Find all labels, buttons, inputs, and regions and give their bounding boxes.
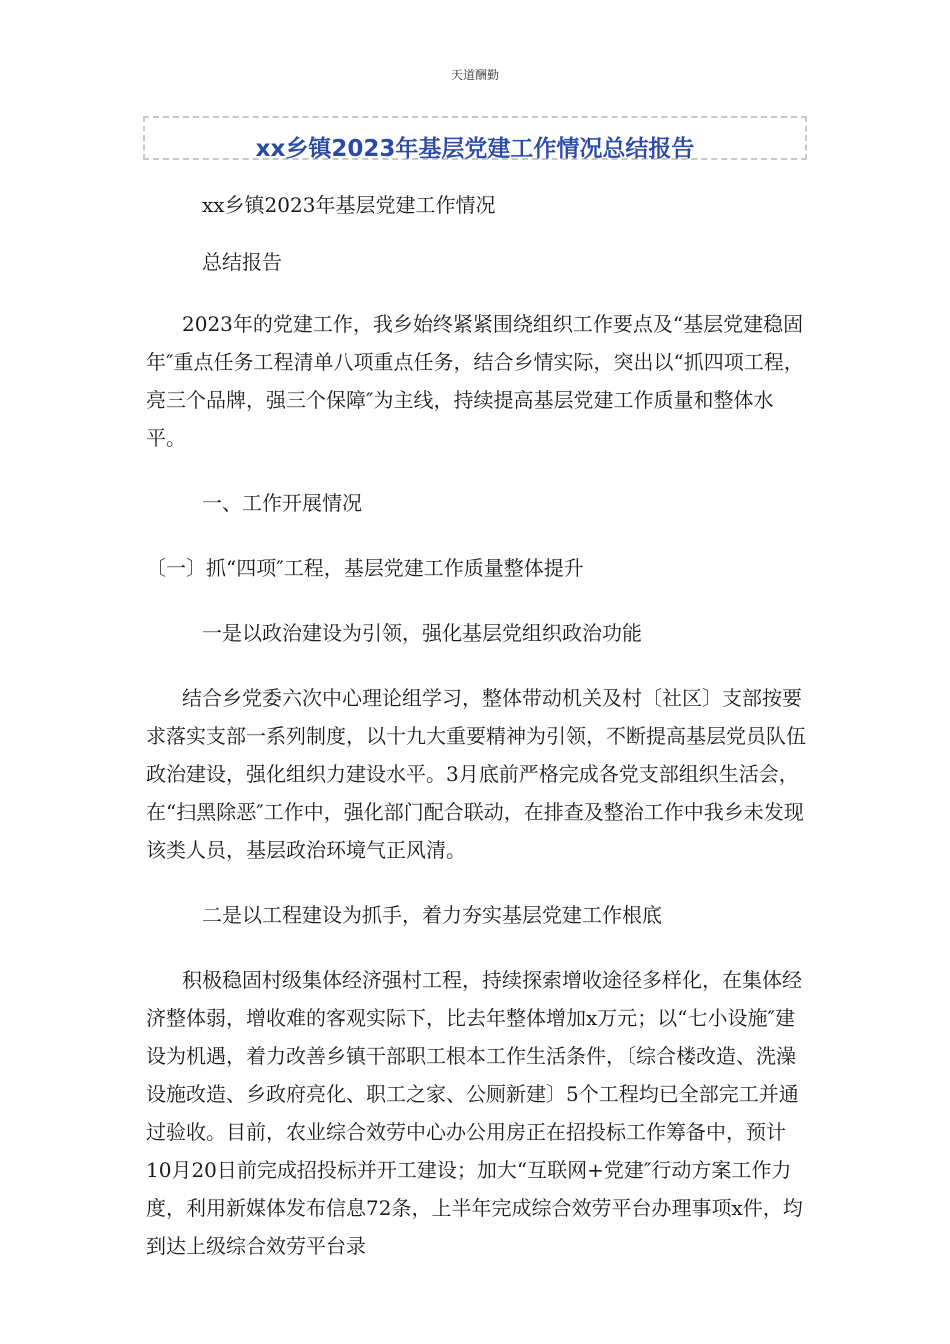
point-heading-2: 二是以工程建设为抓手，着力夯实基层党建工作根底 [202, 903, 662, 927]
header-watermark-text: 天道酬勤 [450, 68, 499, 82]
section-heading-1: 一、工作开展情况 [202, 491, 362, 515]
intro-paragraph: 2023年的党建工作，我乡始终紧紧围绕组织工作要点及“基层党建稳固年″重点任务工程清单八项重点任务，结合乡情实际，突出以“抓四项工程，亮三个品牌，强三个保障″为主线，持续提高基层党建工作质量和整体水平。 [146, 312, 804, 450]
subtitle-line-2: 总结报告 [202, 250, 282, 274]
document-body [146, 186, 806, 1292]
section-heading-1-1: 〔一〕抓“四项″工程，基层党建工作质量整体提升 [146, 556, 584, 580]
page-title: xx乡镇2023年基层党建工作情况总结报告 [255, 136, 695, 162]
subtitle-line-1: xx乡镇2023年基层党建工作情况 [202, 193, 496, 217]
point-2-paragraph: 积极稳固村级集体经济强村工程，持续探索增收途径多样化，在集体经济整体弱，增收难的客观实际下，比去年整体增加x万元；以“七小设施″建设为机遇，着力改善乡镇干部职工根本工作生活条件，〔综合楼改造、洗澡设施改造、乡政府亮化、职工之家、公厕新建〕5个工程均已全部完工并通过验收。目前，农业综合效劳中心办公用房正在招投标工作筹备中，预计10月20日前完成招投标并开工建设；加大“互联网+党建″行动方案工作力度，利用新媒体发布信息72条，上半年完成综合效劳平台办理事项x件，均到达上级综合效劳平台录 [146, 968, 803, 1258]
point-1-paragraph: 结合乡党委六次中心理论组学习，整体带动机关及村〔社区〕支部按要求落实支部一系列制度，以十九大重要精神为引领，不断提高基层党员队伍政治建设，强化组织力建设水平。3月底前严格完成各党支部组织生活会，在“扫黑除恶″工作中，强化部门配合联动，在排查及整治工作中我乡未发现该类人员，基层政治环境气正风清。 [146, 686, 806, 862]
point-heading-1: 一是以政治建设为引领，强化基层党组织政治功能 [202, 621, 642, 645]
